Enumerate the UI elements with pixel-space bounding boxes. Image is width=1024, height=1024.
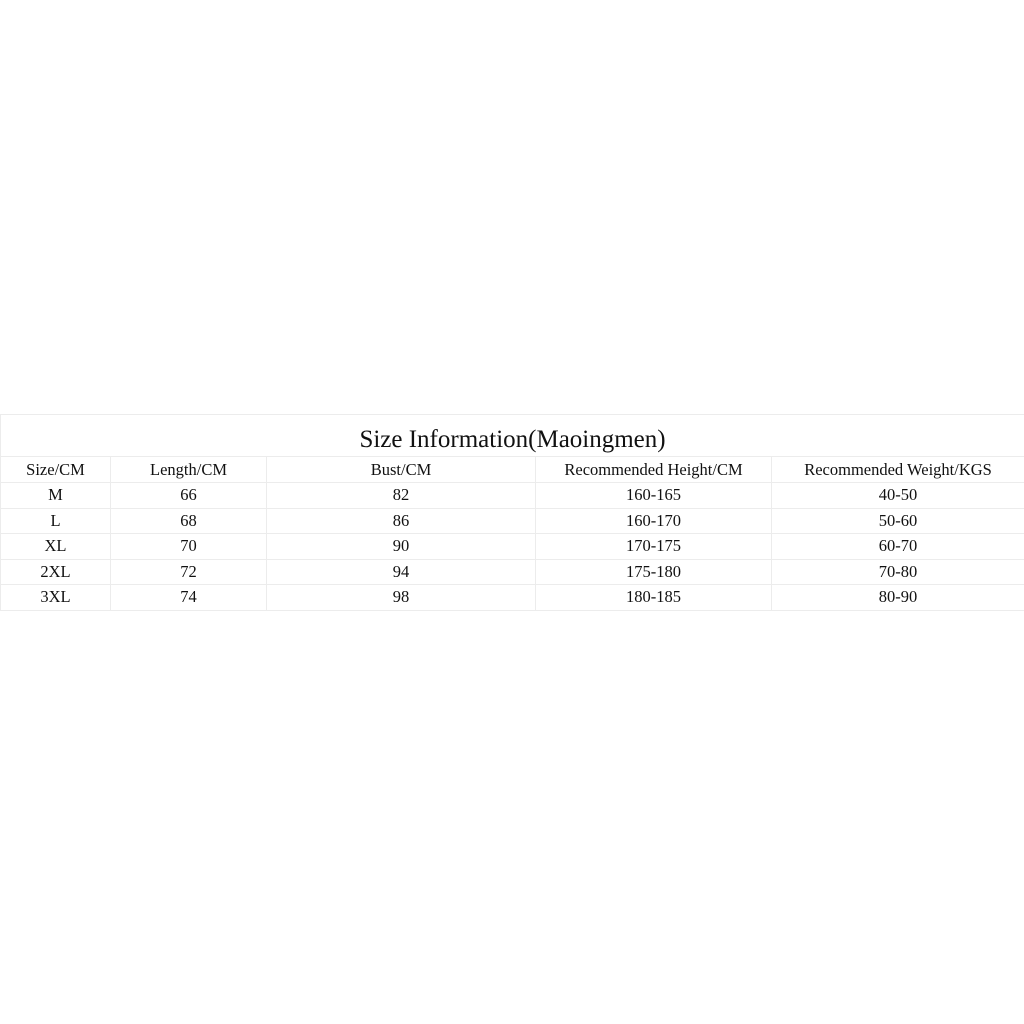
cell-bust: 94: [267, 559, 536, 585]
cell-recommended-height: 180-185: [536, 585, 772, 611]
table-row: [1, 559, 1024, 585]
cell-recommended-height: 170-175: [536, 534, 772, 560]
table-row: [1, 483, 1024, 509]
cell-length: 70: [111, 534, 267, 560]
cell-length: 68: [111, 508, 267, 534]
column-header-size: Size/CM: [1, 457, 111, 483]
cell-recommended-weight: 40-50: [772, 483, 1024, 509]
cell-recommended-weight: 50-60: [772, 508, 1024, 534]
column-header-recommended-weight: Recommended Weight/KGS: [772, 457, 1024, 483]
cell-size: L: [1, 508, 111, 534]
cell-recommended-weight: 80-90: [772, 585, 1024, 611]
cell-bust: 86: [267, 508, 536, 534]
table-title: Size Information(Maoingmen): [1, 415, 1024, 457]
cell-size: M: [1, 483, 111, 509]
cell-recommended-height: 160-170: [536, 508, 772, 534]
cell-size: 3XL: [1, 585, 111, 611]
cell-bust: 82: [267, 483, 536, 509]
cell-recommended-height: 175-180: [536, 559, 772, 585]
cell-bust: 98: [267, 585, 536, 611]
table-row: [1, 534, 1024, 560]
cell-length: 74: [111, 585, 267, 611]
column-header-recommended-height: Recommended Height/CM: [536, 457, 772, 483]
cell-recommended-weight: 70-80: [772, 559, 1024, 585]
header-row: [1, 457, 1024, 483]
table-row: [1, 585, 1024, 611]
size-information-table: [0, 414, 1024, 611]
cell-recommended-weight: 60-70: [772, 534, 1024, 560]
column-header-bust: Bust/CM: [267, 457, 536, 483]
cell-recommended-height: 160-165: [536, 483, 772, 509]
cell-bust: 90: [267, 534, 536, 560]
cell-length: 72: [111, 559, 267, 585]
column-header-length: Length/CM: [111, 457, 267, 483]
cell-length: 66: [111, 483, 267, 509]
cell-size: XL: [1, 534, 111, 560]
cell-size: 2XL: [1, 559, 111, 585]
title-row: [1, 415, 1024, 457]
table-row: [1, 508, 1024, 534]
